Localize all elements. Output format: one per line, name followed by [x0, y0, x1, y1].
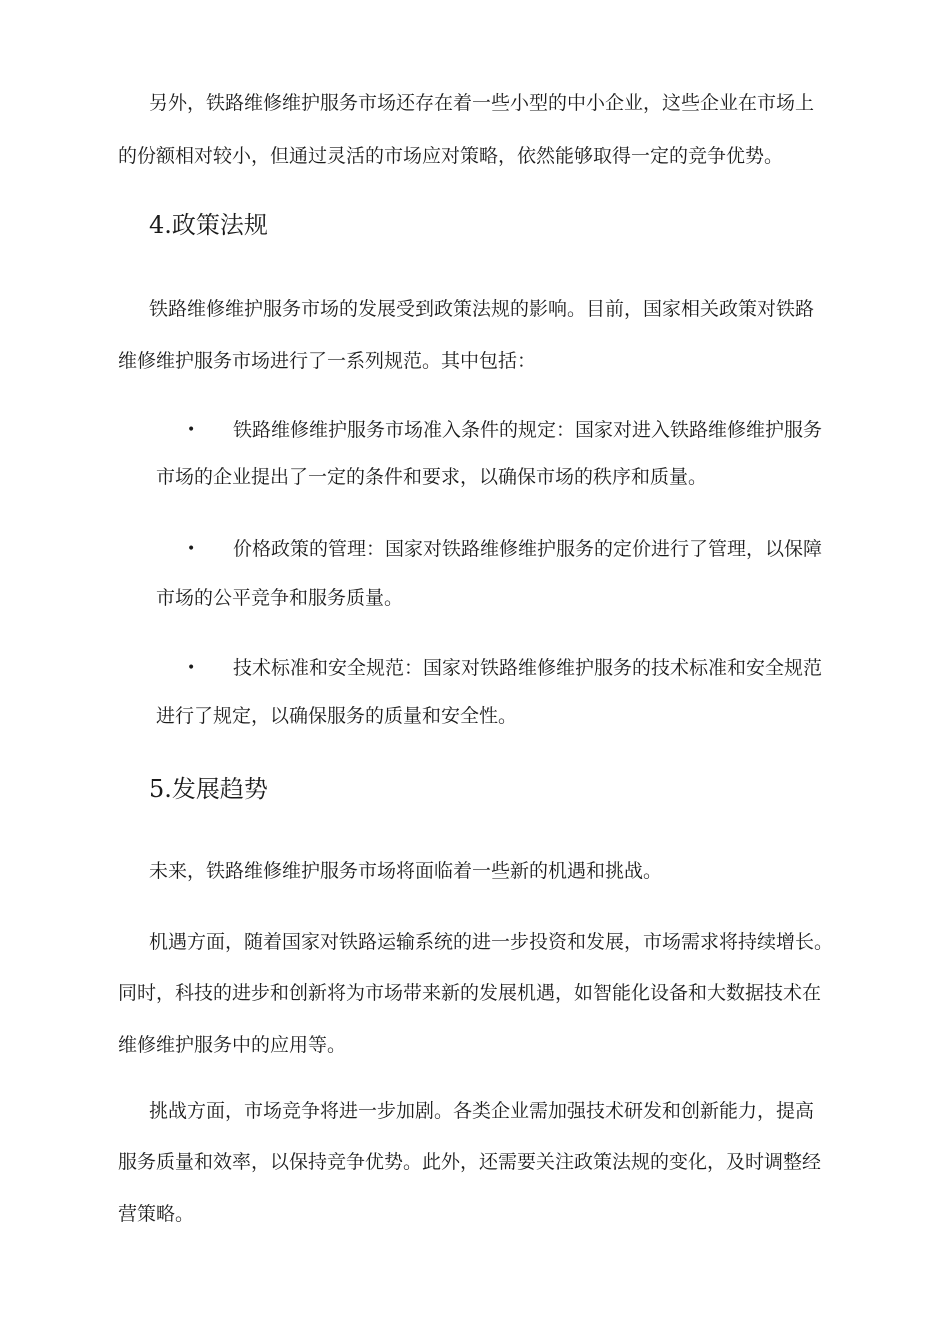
- bullet-1-line-2: 市场的企业提出了一定的条件和要求，以确保市场的秩序和质量。: [156, 466, 708, 488]
- section-5-para-3-line-3: 营策略。: [118, 1203, 195, 1225]
- bullet-marker: •: [187, 660, 196, 676]
- bullet-marker: •: [187, 422, 196, 438]
- section-5-para-2-line-2: 同时，科技的进步和创新将为市场带来新的发展机遇，如智能化设备和大数据技术在: [118, 982, 822, 1004]
- bullet-3-line-2: 进行了规定，以确保服务的质量和安全性。: [156, 705, 518, 727]
- bullet-marker: •: [187, 541, 196, 557]
- intro-line-2: 的份额相对较小，但通过灵活的市场应对策略，依然能够取得一定的竞争优势。: [118, 145, 784, 167]
- bullet-2-line-1: 价格政策的管理：国家对铁路维修维护服务的定价进行了管理，以保障: [233, 538, 823, 560]
- intro-line-1: 另外，铁路维修维护服务市场还存在着一些小型的中小企业，这些企业在市场上: [149, 92, 815, 114]
- section-5-para-3-line-2: 服务质量和效率，以保持竞争优势。此外，还需要关注政策法规的变化，及时调整经: [118, 1151, 822, 1173]
- bullet-1-line-1: 铁路维修维护服务市场准入条件的规定：国家对进入铁路维修维护服务: [233, 419, 823, 441]
- section-5-para-2-line-1: 机遇方面，随着国家对铁路运输系统的进一步投资和发展，市场需求将持续增长。: [149, 931, 834, 953]
- section-4-para-line-2: 维修维护服务市场进行了一系列规范。其中包括：: [118, 350, 537, 372]
- bullet-2-line-2: 市场的公平竞争和服务质量。: [156, 587, 404, 609]
- section-4-para-line-1: 铁路维修维护服务市场的发展受到政策法规的影响。目前，国家相关政策对铁路: [149, 298, 815, 320]
- section-5-para-1: 未来，铁路维修维护服务市场将面临着一些新的机遇和挑战。: [149, 860, 663, 882]
- section-5-para-2-line-3: 维修维护服务中的应用等。: [118, 1034, 347, 1056]
- section-4-heading: 4.政策法规: [149, 211, 268, 239]
- bullet-3-line-1: 技术标准和安全规范：国家对铁路维修维护服务的技术标准和安全规范: [233, 657, 823, 679]
- section-5-heading: 5.发展趋势: [149, 775, 268, 803]
- section-5-para-3-line-1: 挑战方面，市场竞争将进一步加剧。各类企业需加强技术研发和创新能力，提高: [149, 1100, 815, 1122]
